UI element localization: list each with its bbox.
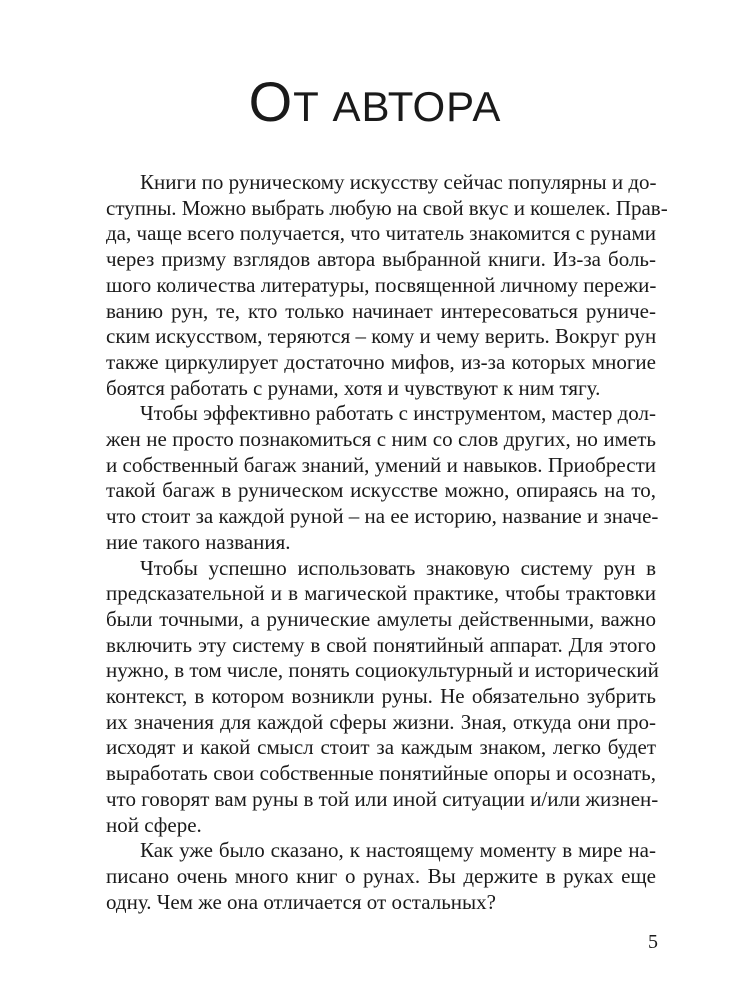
chapter-title — [0, 72, 750, 137]
text-line: писано очень много книг о рунах. Вы держите в руках еще — [106, 863, 656, 888]
text-line: контекст, в котором возникли руны. Не обязательно зубрить — [106, 684, 656, 709]
paragraph-4 — [106, 838, 656, 915]
text-line: ступны. Можно выбрать любую на свой вкус и кошелек. Прав- — [106, 195, 668, 220]
text-line: Как уже было сказано, к настоящему моменту в мире на- — [140, 838, 656, 863]
text-line: ной сфере. — [106, 812, 202, 837]
text-line: и собственный багаж знаний, умений и навыков. Приобрести — [106, 452, 656, 477]
text-line: что стоит за каждой руной – на ее историю, название и значе- — [106, 504, 659, 529]
text-line: Чтобы успешно использовать знаковую систему рун в — [140, 555, 656, 580]
body-text — [106, 170, 668, 915]
text-line: ским искусством, теряются – кому и чему верить. Вокруг рун — [106, 324, 657, 349]
paragraph-3 — [106, 555, 659, 839]
text-line: также циркулирует достаточно мифов, из-за которых многие — [106, 349, 656, 374]
text-line: да, чаще всего получается, что читатель знакомится с рунами — [106, 221, 656, 246]
text-line: шого количества литературы, посвященной личному пережи- — [106, 272, 657, 297]
text-line: их значения для каждой сферы жизни. Зная, откуда они про- — [106, 709, 656, 734]
text-line: Книги по руническому искусству сейчас популярны и до- — [140, 170, 657, 194]
text-line: боятся работать с рунами, хотя и чувствуют к ним тягу. — [106, 375, 601, 400]
paragraph-2 — [106, 401, 659, 555]
chapter-title-rest: Т АВТОРА — [293, 83, 502, 130]
text-line: Чтобы эффективно работать с инструментом, мастер дол- — [140, 401, 656, 426]
text-line: через призму взглядов автора выбранной книги. Из-за боль- — [106, 247, 656, 272]
text-line: исходят и какой смысл стоит за каждым знаком, легко будет — [106, 735, 656, 760]
text-line: что говорят вам руны в той или иной ситуации и/или жизнен- — [106, 786, 659, 811]
text-line: были точными, а рунические амулеты действенными, важно — [106, 606, 656, 631]
text-line: выработать свои собственные понятийные опоры и осознать, — [106, 761, 656, 786]
chapter-title-initial: О — [248, 70, 294, 133]
text-line: предсказательной и в магической практике, чтобы трактовки — [106, 581, 656, 606]
text-line: одну. Чем же она отличается от остальных? — [106, 889, 496, 914]
text-line: ванию рун, те, кто только начинает интересоваться руниче- — [106, 298, 656, 323]
text-line: такой багаж в руническом искусстве можно, опираясь на то, — [106, 478, 656, 503]
page-number: 5 — [648, 931, 658, 953]
text-line: включить эту систему в свой понятийный аппарат. Для этого — [106, 632, 656, 657]
text-line: нужно, в том числе, понять социокультурный и исторический — [106, 658, 659, 683]
text-line: ние такого названия. — [106, 529, 291, 554]
paragraph-1 — [106, 170, 668, 401]
text-line: жен не просто познакомиться с ним со слов других, но иметь — [106, 427, 656, 452]
